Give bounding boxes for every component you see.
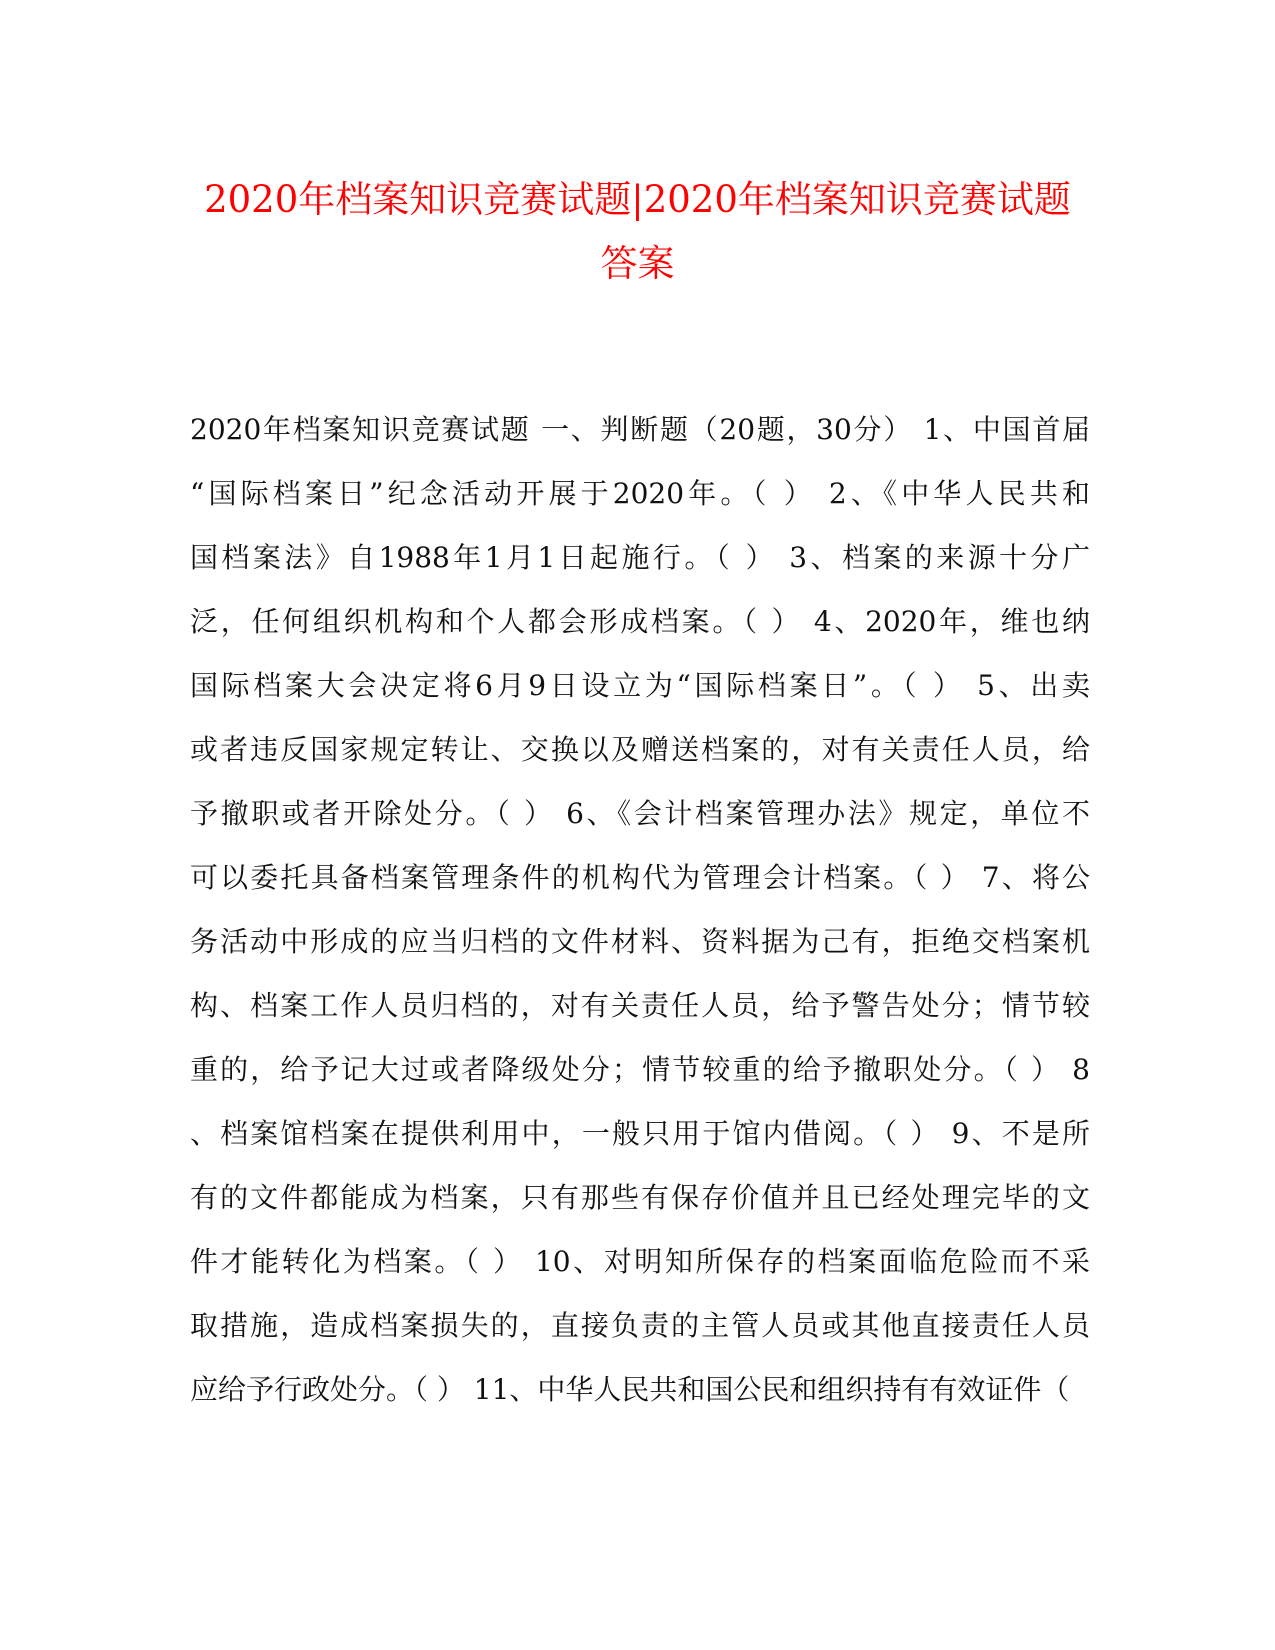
body-line: 取措施，造成档案损失的，直接负责的主管人员或其他直接责任人员 — [190, 1309, 1090, 1342]
title-line-2: 答案 — [600, 242, 675, 285]
document-title — [180, 168, 1095, 296]
body-line: 有的文件都能成为档案，只有那些有保存价值并且已经处理完毕的文 — [190, 1181, 1090, 1214]
body-line: 应给予行政处分。（ ） 11、中华人民共和国公民和组织持有有效证件（ — [190, 1373, 1070, 1406]
body-line: 或者违反国家规定转让、交换以及赠送档案的，对有关责任人员，给 — [190, 733, 1090, 766]
body-line: “国际档案日”纪念活动开展于2020年。（ ） 2、《中华人民共和 — [190, 477, 1090, 510]
body-line: 构、档案工作人员归档的，对有关责任人员，给予警告处分；情节较 — [190, 989, 1090, 1022]
body-line: 件才能转化为档案。（ ） 10、对明知所保存的档案面临危险而不采 — [190, 1245, 1090, 1278]
body-line: 2020年档案知识竞赛试题 一、判断题（20题，30分） 1、中国首届 — [190, 413, 1090, 446]
body-line: 国际档案大会决定将6月9日设立为“国际档案日”。（ ） 5、出卖 — [190, 669, 1090, 702]
body-line: 予撤职或者开除处分。（ ） 6、《会计档案管理办法》规定，单位不 — [190, 797, 1090, 830]
document-body — [190, 410, 1090, 1434]
title-line-1: 2020年档案知识竞赛试题|2020年档案知识竞赛试题 — [204, 178, 1071, 221]
body-line: 务活动中形成的应当归档的文件材料、资料据为己有，拒绝交档案机 — [190, 925, 1090, 958]
body-line: 重的，给予记大过或者降级处分；情节较重的给予撤职处分。（ ） 8 — [190, 1053, 1090, 1086]
body-line: 泛，任何组织机构和个人都会形成档案。（ ） 4、2020年，维也纳 — [190, 605, 1090, 638]
body-line: 可以委托具备档案管理条件的机构代为管理会计档案。（ ） 7、将公 — [190, 861, 1090, 894]
body-line: 国档案法》自1988年1月1日起施行。（ ） 3、档案的来源十分广 — [190, 541, 1090, 574]
body-line: 、档案馆档案在提供利用中，一般只用于馆内借阅。（ ） 9、不是所 — [190, 1117, 1090, 1150]
